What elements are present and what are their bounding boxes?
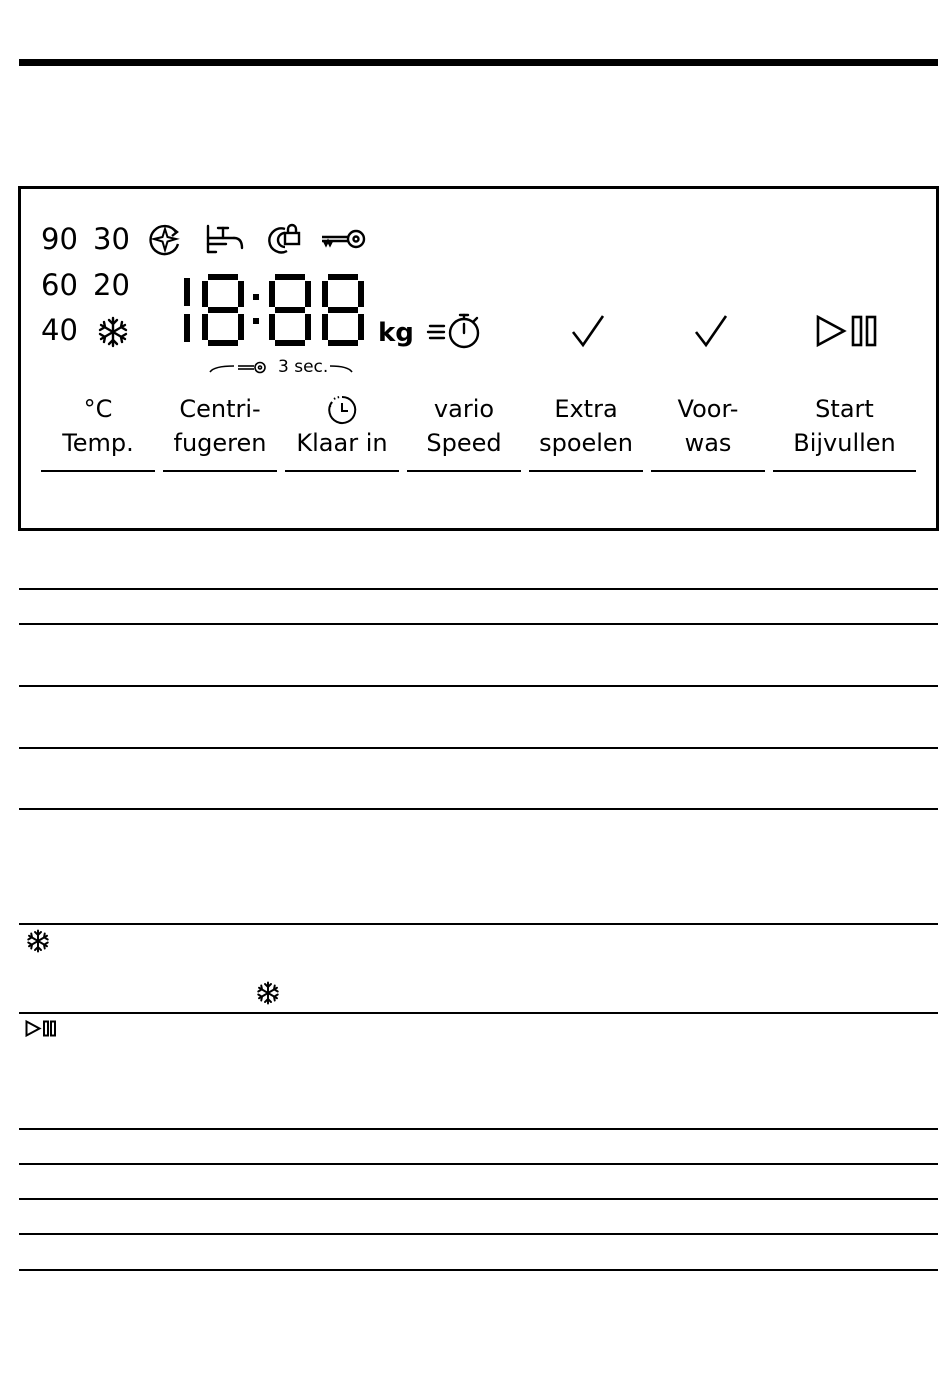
temp-button[interactable] [41, 392, 155, 460]
start-reload-line2: Bijvullen [793, 429, 896, 457]
button-underline [651, 470, 765, 472]
temp-button-line1: °C [83, 395, 113, 423]
spin-button-line2: fugeren [173, 429, 267, 457]
checkmark-icon [693, 314, 729, 348]
button-underline [285, 470, 399, 472]
vario-speed-line1: vario [433, 395, 495, 423]
button-underline [529, 470, 643, 472]
button-underline [407, 470, 521, 472]
button-underline [163, 470, 277, 472]
play-pause-icon [815, 314, 879, 348]
temp-button-line2: Temp. [62, 429, 134, 457]
rinse-plus-icon [146, 222, 184, 258]
table-rule [19, 623, 938, 625]
table-rule [19, 1198, 938, 1200]
finish-in-icon-row [285, 392, 399, 426]
temp-30: 30 [93, 222, 130, 256]
vario-speed-button[interactable] [407, 392, 521, 460]
table-rule [19, 1163, 938, 1165]
temp-60: 60 [41, 268, 78, 302]
extra-rinse-line1: Extra [554, 395, 618, 423]
lock-hint-text: 3 sec. [278, 357, 329, 377]
button-underline [41, 470, 155, 472]
tap-icon [204, 222, 246, 256]
prewash-line2: was [684, 429, 732, 457]
snowflake-icon [97, 316, 129, 348]
checkmark-icon [570, 314, 606, 348]
snowflake-icon [26, 929, 50, 953]
unit-kg: kg [378, 318, 414, 348]
table-rule [19, 1269, 938, 1271]
extra-rinse-button[interactable] [529, 392, 643, 460]
table-rule [19, 588, 938, 590]
spin-button[interactable] [163, 392, 277, 460]
table-rule [19, 1233, 938, 1235]
extra-rinse-line2: spoelen [539, 429, 633, 457]
vario-speed-line2: Speed [426, 429, 502, 457]
prewash-line1: Voor- [677, 395, 739, 423]
prewash-button[interactable] [651, 392, 765, 460]
play-pause-icon [25, 1020, 57, 1037]
finish-in-button[interactable] [285, 392, 399, 460]
start-reload-button[interactable] [773, 392, 916, 460]
table-rule [19, 808, 938, 810]
temp-90: 90 [41, 222, 78, 256]
stopwatch-icon [426, 312, 484, 350]
spin-button-line1: Centri- [179, 395, 261, 423]
table-rule [19, 923, 938, 925]
button-underline [773, 470, 916, 472]
temp-20: 20 [93, 268, 130, 302]
table-rule [19, 747, 938, 749]
key-icon [320, 228, 368, 250]
temp-40: 40 [41, 313, 78, 347]
child-lock-icon [263, 222, 303, 258]
time-display [180, 272, 370, 348]
table-rule [19, 1012, 938, 1014]
clock-icon [327, 395, 357, 425]
table-rule [19, 685, 938, 687]
start-reload-line1: Start [815, 395, 874, 423]
snowflake-icon [256, 981, 280, 1005]
top-rule [19, 59, 938, 66]
finish-in-button-label: Klaar in [296, 429, 388, 457]
table-rule [19, 1128, 938, 1130]
